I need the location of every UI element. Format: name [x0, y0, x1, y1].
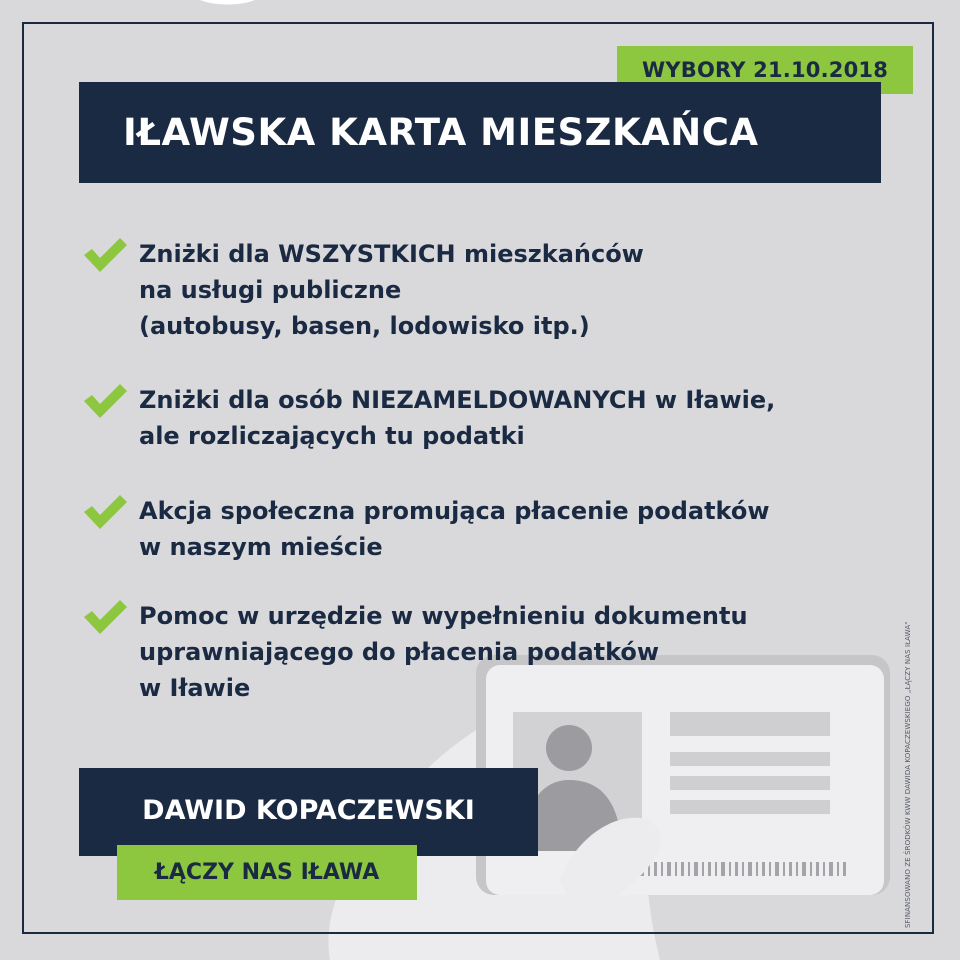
feature-text: Pomoc w urzędzie w wypełnieniu dokumentu uprawniającego do płacenia podatków w Iławie	[139, 602, 748, 702]
feature-text: Zniżki dla osób NIEZAMELDOWANYCH w Iławie, ale rozliczających tu podatki	[139, 386, 776, 450]
checkmark-icon	[82, 236, 128, 274]
candidate-name: DAWID KOPACZEWSKI	[79, 768, 538, 856]
election-date-badge: WYBORY 21.10.2018	[617, 46, 913, 94]
funding-disclaimer: SFINANSOWANO ZE ŚRODKÓW KWW DAWIDA KOPACZEWSKIEGO „ŁĄCZY NAS IŁAWA"	[904, 621, 912, 928]
page-title: IŁAWSKA KARTA MIESZKAŃCA	[79, 82, 881, 183]
checkmark-icon	[82, 598, 128, 636]
feature-text: Akcja społeczna promująca płacenie podatków w naszym mieście	[139, 497, 770, 561]
checkmark-icon	[82, 382, 128, 420]
top-arc-decoration	[200, 0, 255, 5]
checkmark-icon	[82, 493, 128, 531]
feature-text: Zniżki dla WSZYSTKICH mieszkańców na usługi publiczne (autobusy, basen, lodowisko itp.)	[139, 240, 644, 340]
campaign-slogan: ŁĄCZY NAS IŁAWA	[117, 845, 417, 900]
